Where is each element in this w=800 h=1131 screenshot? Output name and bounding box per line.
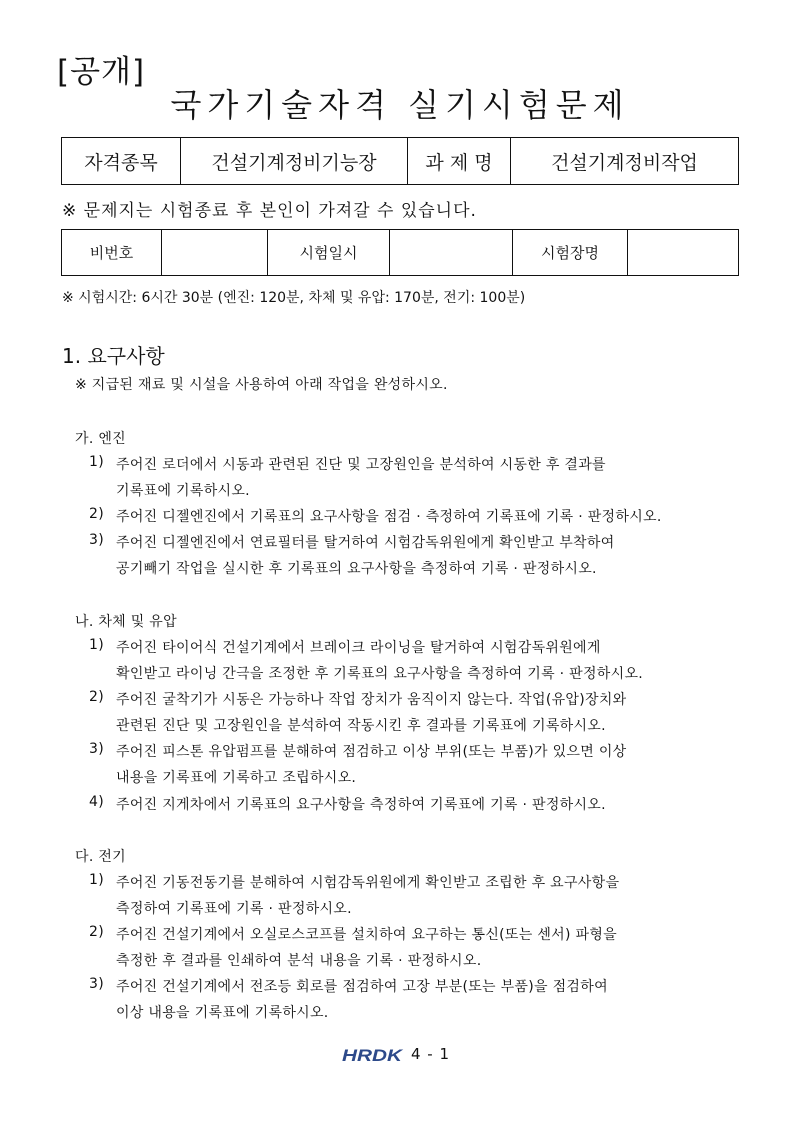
item-line: 측정한 후 결과를 인쇄하여 분석 내용을 기록 · 판정하시오. <box>116 953 482 969</box>
item-number: 1) <box>89 454 104 470</box>
item-number: 1) <box>89 637 104 653</box>
item-line: 측정하여 기록표에 기록 · 판정하시오. <box>116 901 352 917</box>
group-title-engine: 가. 엔진 <box>75 431 126 447</box>
item-line: 주어진 지게차에서 기록표의 요구사항을 측정하여 기록표에 기록 · 판정하시오. <box>116 797 606 813</box>
item-line: 내용을 기록표에 기록하고 조립하시오. <box>116 770 357 786</box>
qualification-field-label: 자격종목 <box>62 138 181 185</box>
page-number: 4 - 1 <box>411 1045 451 1063</box>
item-number: 4) <box>89 794 104 810</box>
item-line: 공기빼기 작업을 실시한 후 기록표의 요구사항을 측정하여 기록 · 판정하시오. <box>116 561 597 577</box>
item-number: 3) <box>89 532 104 548</box>
item-line: 기록표에 기록하시오. <box>116 483 250 499</box>
item-line: 주어진 건설기계에서 전조등 회로를 점검하여 고장 부분(또는 부품)을 점검하여 <box>116 979 608 995</box>
exam-date-label: 시험일시 <box>268 230 390 276</box>
item-line: 주어진 디젤엔진에서 기록표의 요구사항을 점검 · 측정하여 기록표에 기록 · 판정하시오. <box>116 509 662 525</box>
exam-time-note: ※ 시험시간: 6시간 30분 (엔진: 120분, 차체 및 유압: 170분, 전기: 100분) <box>62 290 526 306</box>
item-line: 주어진 건설기계에서 오실로스코프를 설치하여 요구하는 통신(또는 센서) 파형을 <box>116 927 617 943</box>
section-heading: 1. 요구사항 <box>62 344 165 368</box>
item-line: 주어진 디젤엔진에서 연료필터를 탈거하여 시험감독위원에게 확인받고 부착하여 <box>116 535 615 551</box>
exam-place-value <box>628 230 739 276</box>
public-tag: [공개] <box>57 54 146 90</box>
item-line: 이상 내용을 기록표에 기록하시오. <box>116 1005 329 1021</box>
task-name-label: 과 제 명 <box>408 138 511 185</box>
candidate-number-value <box>162 230 268 276</box>
item-line: 주어진 타이어식 건설기계에서 브레이크 라이닝을 탈거하여 시험감독위원에게 <box>116 640 601 656</box>
group-title-electrical: 다. 전기 <box>75 849 126 865</box>
group-title-chassis-hydraulics: 나. 차체 및 유압 <box>75 614 177 630</box>
item-line: 주어진 기동전동기를 분해하여 시험감독위원에게 확인받고 조립한 후 요구사항을 <box>116 875 620 891</box>
item-number: 1) <box>89 872 104 888</box>
item-number: 2) <box>89 689 104 705</box>
notice-text: ※ 문제지는 시험종료 후 본인이 가져갈 수 있습니다. <box>62 201 477 221</box>
page-title: 국가기술자격 실기시험문제 <box>170 86 630 124</box>
item-line: 주어진 굴착기가 시동은 가능하나 작업 장치가 움직이지 않는다. 작업(유압)장치와 <box>116 692 627 708</box>
item-number: 2) <box>89 924 104 940</box>
item-line: 주어진 로더에서 시동과 관련된 진단 및 고장원인을 분석하여 시동한 후 결과를 <box>116 457 606 473</box>
item-number: 3) <box>89 741 104 757</box>
item-number: 2) <box>89 506 104 522</box>
hrdk-logo-text: HRDK <box>342 1046 404 1065</box>
exam-place-label: 시험장명 <box>513 230 628 276</box>
exam-date-value <box>390 230 513 276</box>
item-number: 3) <box>89 976 104 992</box>
item-line: 확인받고 라이닝 간극을 조정한 후 기록표의 요구사항을 측정하여 기록 · 판정하시오. <box>116 666 644 682</box>
candidate-table <box>61 229 739 276</box>
hrdk-logo <box>342 1045 404 1069</box>
candidate-number-label: 비번호 <box>62 230 162 276</box>
item-line: 관련된 진단 및 고장원인을 분석하여 작동시킨 후 결과를 기록표에 기록하시오. <box>116 718 606 734</box>
qualification-field-value: 건설기계정비기능장 <box>181 138 408 185</box>
task-name-value: 건설기계정비작업 <box>511 138 739 185</box>
item-line: 주어진 피스톤 유압펌프를 분해하여 점검하고 이상 부위(또는 부품)가 있으면 이상 <box>116 744 627 760</box>
qualification-table <box>61 137 739 185</box>
section-intro: ※ 지급된 재료 및 시설을 사용하여 아래 작업을 완성하시오. <box>75 377 448 393</box>
